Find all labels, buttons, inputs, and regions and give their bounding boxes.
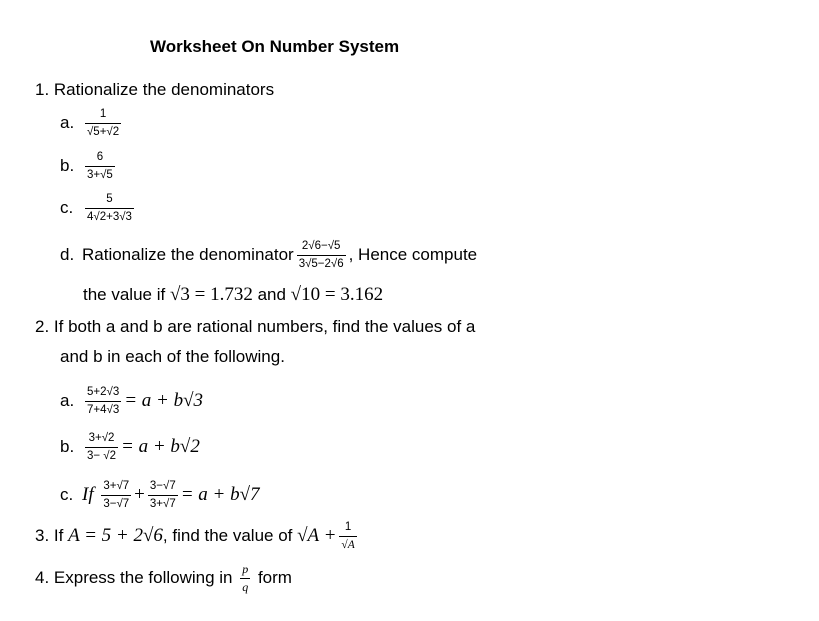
denominator: 3−√7	[103, 498, 130, 510]
question-text: , find the value of	[162, 525, 298, 545]
denominator: 3+√7	[149, 498, 176, 510]
question-text: form	[253, 567, 292, 587]
math-expression: = a + b√2	[121, 435, 200, 457]
math-if: If	[82, 483, 94, 505]
fraction	[85, 386, 121, 417]
numerator: 5	[85, 193, 134, 209]
question-1a	[60, 108, 124, 139]
fraction	[240, 563, 250, 594]
item-label: b.	[60, 436, 75, 456]
item-label: c.	[60, 484, 74, 504]
denominator: 3+√5	[87, 169, 113, 181]
numerator: 5+2√3	[85, 386, 121, 402]
question-1b	[60, 151, 118, 182]
math-expression: √10 = 3.162	[290, 284, 384, 305]
fraction	[339, 521, 356, 552]
fraction	[101, 480, 131, 511]
denominator: 4√2+3√3	[87, 211, 132, 223]
numerator: 2√6−√5	[297, 240, 346, 256]
question-1d	[60, 240, 477, 271]
question-2-heading-line2: and b in each of the following.	[60, 347, 285, 366]
fraction	[85, 151, 115, 182]
question-1-heading: 1. Rationalize the denominators	[35, 80, 275, 99]
denominator: √5+√2	[87, 126, 120, 138]
numerator: 1	[339, 521, 356, 537]
page-title: Worksheet On Number System	[150, 37, 400, 56]
item-label: c.	[60, 197, 74, 217]
question-2c	[60, 480, 260, 511]
numerator: 3−√7	[148, 480, 178, 496]
numerator: p	[240, 563, 250, 579]
item-label: b.	[60, 155, 75, 175]
denominator: 7+4√3	[87, 404, 120, 416]
denominator: √A	[341, 539, 355, 551]
item-label: a.	[60, 390, 75, 410]
question-text: and	[252, 285, 291, 304]
numerator: 6	[85, 151, 115, 167]
question-text: the value if	[83, 285, 170, 304]
math-expression: A = 5 + 2√6	[68, 524, 163, 546]
numerator: 1	[85, 108, 121, 124]
question-text: Rationalize the denominator	[82, 244, 294, 264]
numerator: 3+√2	[85, 432, 118, 448]
fraction	[85, 193, 134, 224]
item-label: a.	[60, 112, 75, 132]
math-expression: = a + b√3	[124, 389, 204, 411]
denominator: 3− √2	[87, 450, 117, 462]
plus-sign: +	[134, 483, 145, 505]
question-2-heading: 2. If both a and b are rational numbers, find the values of a	[35, 317, 476, 336]
question-label: 4. Express the following in	[35, 567, 238, 587]
question-1d-line2	[83, 285, 383, 305]
question-2b	[60, 432, 200, 463]
fraction	[148, 480, 178, 511]
denominator: 3√5−2√6	[298, 258, 344, 270]
question-text: , Hence compute	[348, 244, 478, 264]
math-expression: √A +	[297, 524, 337, 546]
question-4	[35, 563, 292, 594]
question-1c	[60, 193, 137, 224]
denominator: q	[242, 580, 249, 594]
fraction	[85, 108, 121, 139]
item-label: d.	[60, 244, 75, 264]
numerator: 3+√7	[101, 480, 131, 496]
math-expression: = a + b√7	[180, 483, 260, 505]
math-expression: √3 = 1.732	[169, 284, 253, 305]
question-3	[35, 521, 360, 552]
question-label: 3. If	[35, 525, 69, 545]
question-2a	[60, 386, 203, 417]
fraction	[85, 432, 118, 463]
fraction	[297, 240, 346, 271]
